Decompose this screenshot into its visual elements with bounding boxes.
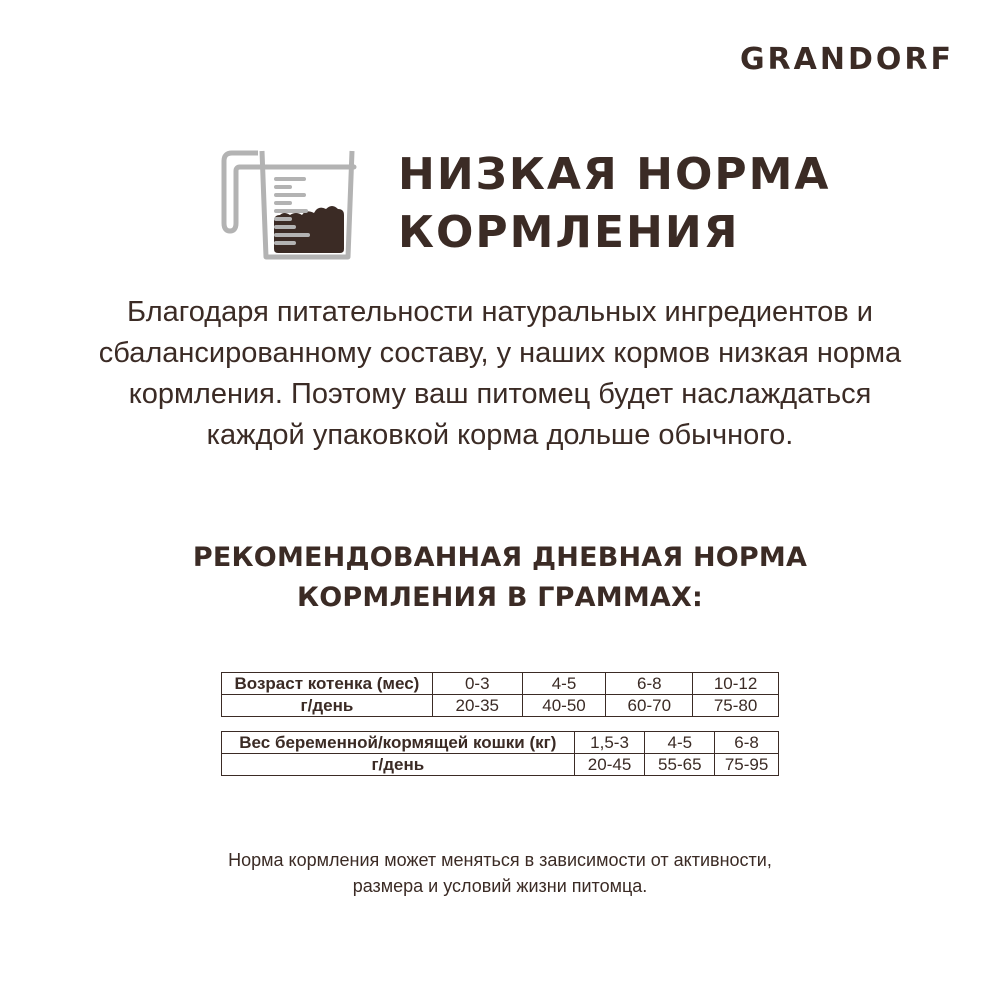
brand-logo: GRANDORF bbox=[739, 42, 954, 77]
intro-paragraph bbox=[60, 292, 940, 456]
table-cell: 55-65 bbox=[645, 754, 715, 776]
table-header-label: Возраст котенка (мес) bbox=[222, 673, 433, 695]
table-cell: 60-70 bbox=[606, 695, 693, 717]
hero-title-line: КОРМЛЕНИЯ bbox=[398, 207, 740, 258]
table-header-cell: 6-8 bbox=[606, 673, 693, 695]
intro-line: кормления. Поэтому ваш питомец будет наслаждаться bbox=[128, 378, 872, 410]
footnote-line: размера и условий жизни питомца. bbox=[352, 876, 648, 896]
table-cell: 20-45 bbox=[574, 754, 645, 776]
table-cell: 20-35 bbox=[432, 695, 522, 717]
table-row bbox=[222, 754, 779, 776]
table-cell: 75-95 bbox=[715, 754, 779, 776]
table-row bbox=[222, 695, 779, 717]
hero-title bbox=[398, 146, 830, 262]
table-header-cell: 6-8 bbox=[715, 732, 779, 754]
table-header-cell: 0-3 bbox=[432, 673, 522, 695]
table-header-cell: 4-5 bbox=[645, 732, 715, 754]
table-row-label: г/день bbox=[222, 695, 433, 717]
intro-line: каждой упаковкой корма дольше обычного. bbox=[206, 419, 794, 451]
table-header-row bbox=[222, 732, 779, 754]
intro-line: сбалансированному составу, у наших кормов низкая норма bbox=[98, 337, 902, 369]
hero-title-line: НИЗКАЯ НОРМА bbox=[398, 149, 831, 200]
table-header-cell: 10-12 bbox=[693, 673, 779, 695]
table-header-cell: 4-5 bbox=[522, 673, 606, 695]
footnote bbox=[100, 847, 900, 899]
measuring-cup-icon bbox=[218, 145, 358, 265]
table-header-label: Вес беременной/кормящей кошки (кг) bbox=[222, 732, 575, 754]
kitten-feeding-table bbox=[221, 672, 779, 717]
footnote-line: Норма кормления может меняться в зависимости от активности, bbox=[228, 850, 772, 870]
subtitle-line: КОРМЛЕНИЯ В ГРАММАХ: bbox=[296, 582, 704, 613]
table-header-cell: 1,5-3 bbox=[574, 732, 645, 754]
intro-line: Благодаря питательности натуральных ингредиентов и bbox=[127, 296, 873, 328]
table-header-row bbox=[222, 673, 779, 695]
subtitle-line: РЕКОМЕНДОВАННАЯ ДНЕВНАЯ НОРМА bbox=[192, 542, 808, 573]
mother-feeding-table bbox=[221, 731, 779, 776]
section-subtitle bbox=[100, 538, 900, 618]
table-cell: 75-80 bbox=[693, 695, 779, 717]
table-cell: 40-50 bbox=[522, 695, 606, 717]
table-row-label: г/день bbox=[222, 754, 575, 776]
